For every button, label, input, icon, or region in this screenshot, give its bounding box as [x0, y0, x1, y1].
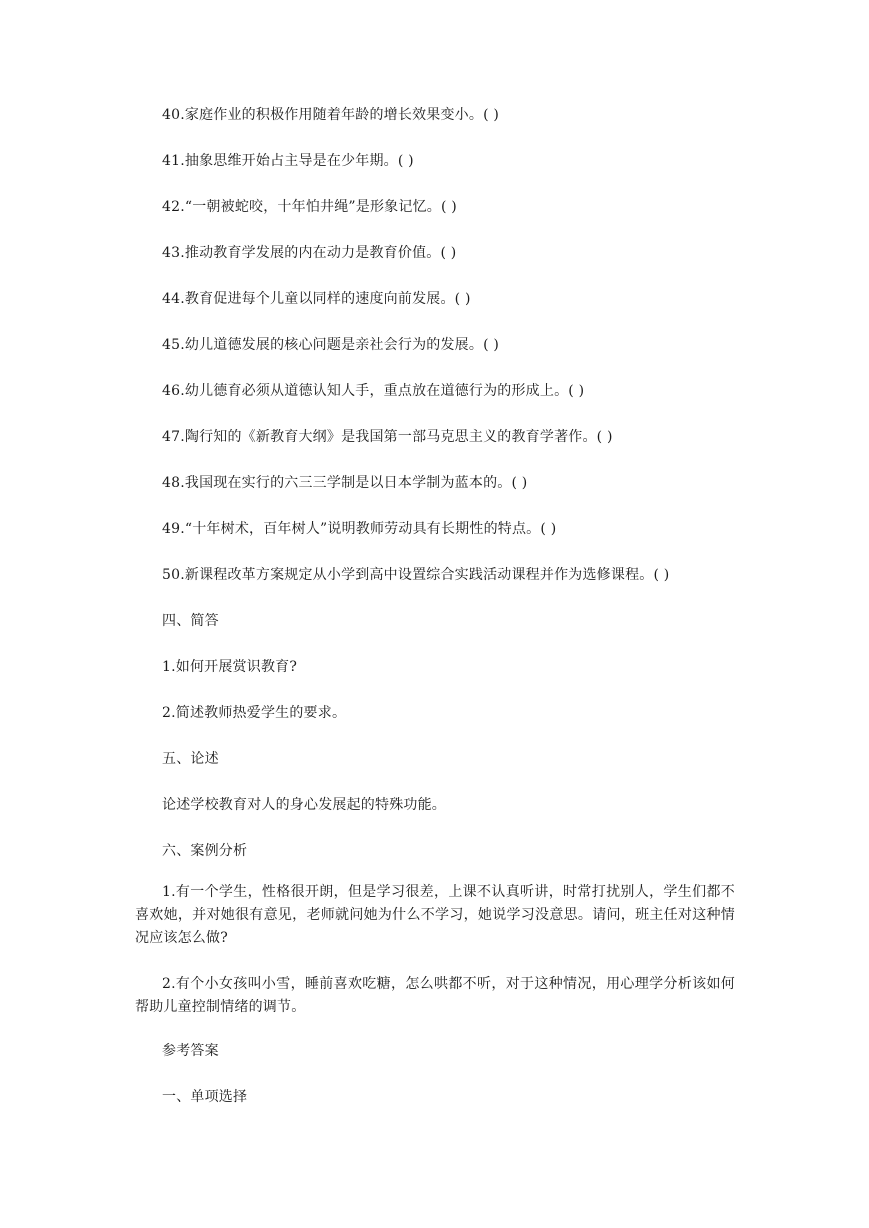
- short-answer-2: 2.简述教师热爱学生的要求。: [162, 705, 347, 721]
- section-heading-short-answer: 四、简答: [162, 613, 219, 629]
- question-40: 40.家庭作业的积极作用随着年龄的增长效果变小。( ): [162, 107, 500, 123]
- section-heading-essay: 五、论述: [162, 751, 219, 767]
- question-41: 41.抽象思维开始占主导是在少年期。( ): [162, 153, 414, 169]
- answers-subheading: 一、单项选择: [162, 1089, 248, 1105]
- question-47: 47.陶行知的《新教育大纲》是我国第一部马克思主义的教育学著作。( ): [162, 429, 613, 445]
- question-50: 50.新课程改革方案规定从小学到高中设置综合实践活动课程并作为选修课程。( ): [162, 567, 670, 583]
- question-49: 49.“十年树术，百年树人”说明教师劳动具有长期性的特点。( ): [162, 521, 557, 537]
- case-1: 1.有一个学生，性格很开朗，但是学习很差，上课不认真听讲，时常打扰别人，学生们都不喜欢她，并对她很有意见，老师就问她为什么不学习，她说学习没意思。请问，班主任对这种情况应该怎么做?: [135, 884, 735, 946]
- question-42: 42.“一朝被蛇咬，十年怕井绳”是形象记忆。( ): [162, 199, 457, 215]
- question-46: 46.幼儿德育必须从道德认知人手，重点放在道德行为的形成上。( ): [162, 383, 585, 399]
- question-43: 43.推动教育学发展的内在动力是教育价值。( ): [162, 245, 457, 261]
- case-2: 2.有个小女孩叫小雪，睡前喜欢吃糖，怎么哄都不听，对于这种情况，用心理学分析该如何帮助儿童控制情绪的调节。: [135, 976, 735, 1015]
- question-45: 45.幼儿道德发展的核心问题是亲社会行为的发展。( ): [162, 337, 500, 353]
- short-answer-1: 1.如何开展赏识教育?: [162, 659, 298, 675]
- answers-heading: 参考答案: [162, 1043, 219, 1059]
- essay-1: 论述学校教育对人的身心发展起的特殊功能。: [162, 797, 446, 813]
- question-44: 44.教育促进每个儿童以同样的速度向前发展。( ): [162, 291, 471, 307]
- question-48: 48.我国现在实行的六三三学制是以日本学制为蓝本的。( ): [162, 475, 528, 491]
- section-heading-case-analysis: 六、案例分析: [162, 843, 248, 859]
